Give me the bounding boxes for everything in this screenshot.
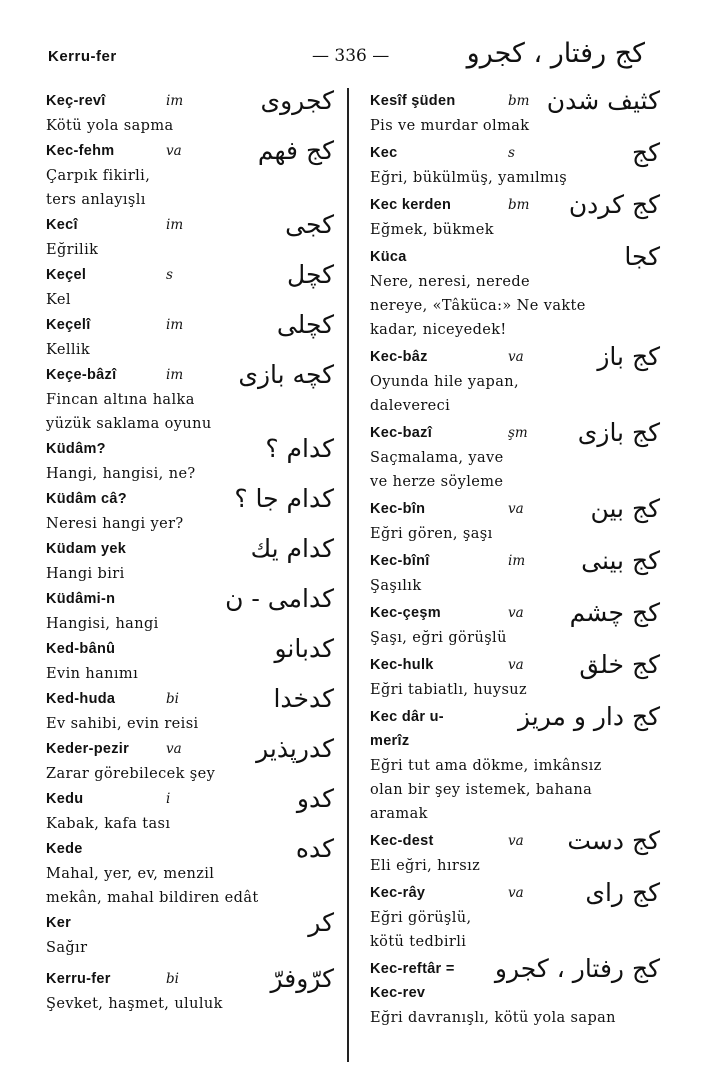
arabic-script: كثيف شدن	[546, 86, 660, 115]
definition-line: Evin hanımı	[46, 666, 139, 682]
part-of-speech: va	[508, 349, 524, 365]
dictionary-entry	[46, 964, 334, 1016]
arabic-script: كدخدا	[273, 684, 334, 713]
definition-line: Kabak, kafa tası	[46, 816, 171, 832]
dictionary-entry	[46, 86, 334, 138]
dictionary-entry	[370, 598, 660, 650]
headword: Kede	[46, 841, 83, 857]
headword: Kec-hulk	[370, 657, 434, 673]
definition-line: Oyunda hile yapan,	[370, 374, 520, 390]
part-of-speech: bm	[508, 197, 530, 213]
arabic-script: كج دار و مريز	[517, 702, 660, 731]
dictionary-entry	[46, 684, 334, 736]
entry-head	[46, 734, 334, 763]
definition-line: Eli eğri, hırsız	[370, 858, 481, 874]
part-of-speech: va	[508, 657, 524, 673]
definition-line: Pis ve murdar olmak	[370, 118, 530, 134]
definition-line: Hangisi, hangi	[46, 616, 159, 632]
headword: Kec-bâz	[370, 349, 428, 365]
entry-head	[46, 534, 334, 563]
entry-head	[46, 360, 334, 389]
arabic-script: كجا	[624, 242, 660, 271]
definition-line: Eğrilik	[46, 242, 99, 258]
dictionary-entry	[370, 954, 660, 1030]
entry-head	[46, 584, 334, 613]
right-column	[370, 86, 660, 1030]
entry-head	[370, 418, 660, 447]
headword: Kec kerden	[370, 197, 452, 213]
dictionary-entry	[370, 418, 660, 494]
headword: Keçel	[46, 267, 87, 283]
headword: Kec-bîn	[370, 501, 426, 517]
definition-line: Eğri görüşlü,	[370, 910, 472, 926]
entry-head	[46, 908, 334, 937]
entry-head	[370, 342, 660, 371]
definition-line: Kötü yola sapma	[46, 118, 174, 134]
definition-line: Fincan altına halka	[46, 392, 195, 408]
entry-head	[46, 634, 334, 663]
definition-line: Neresi hangi yer?	[46, 516, 184, 532]
arabic-script: كج بازى	[577, 418, 660, 447]
definition-line: yüzük saklama oyunu	[46, 416, 212, 432]
page-header	[0, 0, 727, 80]
headword: Keç-revî	[46, 93, 106, 109]
dictionary-entry	[46, 734, 334, 786]
definition-line: Nere, neresi, nerede	[370, 274, 531, 290]
definition-line: Hangi biri	[46, 566, 125, 582]
dictionary-entry	[46, 260, 334, 312]
headword: Kec-çeşm	[370, 605, 441, 621]
headword: Kec-bînî	[370, 553, 430, 569]
headword: Kec	[370, 145, 398, 161]
headword: Ked-bânû	[46, 641, 116, 657]
part-of-speech: va	[508, 833, 524, 849]
entry-head	[46, 136, 334, 165]
dictionary-entry	[46, 484, 334, 536]
left-column	[46, 86, 334, 1016]
dictionary-entry	[46, 634, 334, 686]
definition-line: Zarar görebilecek şey	[46, 766, 216, 782]
definition-line: Şevket, haşmet, ululuk	[46, 996, 223, 1012]
definition-line: ters anlayışlı	[46, 192, 146, 208]
headword: Küdâm?	[46, 441, 106, 457]
entry-head	[370, 598, 660, 627]
headword: Kec-dest	[370, 833, 434, 849]
arabic-script: كدبانو	[274, 634, 334, 663]
part-of-speech: i	[166, 791, 171, 807]
part-of-speech: şm	[508, 425, 528, 441]
entry-head-continued	[370, 730, 660, 754]
part-of-speech: va	[508, 885, 524, 901]
arabic-script: كج دست	[567, 826, 660, 855]
entry-head	[46, 684, 334, 713]
definition-line: Kellik	[46, 342, 91, 358]
arabic-script: كج بينى	[581, 546, 660, 575]
headword: Keçelî	[46, 317, 91, 333]
dictionary-entry	[46, 784, 334, 836]
definition-line: Saçmalama, yave	[370, 450, 504, 466]
part-of-speech: s	[166, 267, 173, 283]
arabic-script: كدام جا ؟	[234, 484, 334, 513]
definition-line: Eğri tut ama dökme, imkânsız	[370, 758, 602, 774]
entry-head	[46, 484, 334, 513]
entry-head	[370, 546, 660, 575]
definition-line: Sağır	[46, 940, 88, 956]
headword: Kecî	[46, 217, 78, 233]
dictionary-entry	[370, 826, 660, 878]
headword: Küca	[370, 249, 407, 265]
entry-head	[370, 650, 660, 679]
entry-head	[370, 826, 660, 855]
definition-line: Kel	[46, 292, 71, 308]
arabic-script: كده	[295, 834, 334, 863]
headword: Kec-rây	[370, 885, 426, 901]
dictionary-entry	[370, 242, 660, 342]
part-of-speech: va	[508, 605, 524, 621]
definition-line: aramak	[370, 806, 428, 822]
arabic-script: كج خلق	[579, 650, 660, 679]
dictionary-entry	[370, 546, 660, 598]
part-of-speech: va	[508, 501, 524, 517]
entry-head	[370, 190, 660, 219]
entry-head	[46, 434, 334, 463]
arabic-script: كجروى	[260, 86, 334, 115]
entry-head	[370, 954, 660, 983]
dictionary-entry	[370, 878, 660, 954]
definition-line: mekân, mahal bildiren edât	[46, 890, 259, 906]
definition-line: kadar, niceyedek!	[370, 322, 507, 338]
part-of-speech: im	[166, 217, 184, 233]
headword: Keçe-bâzî	[46, 367, 117, 383]
dictionary-entry	[370, 138, 660, 190]
definition-line: Şaşılık	[370, 578, 422, 594]
entry-head	[370, 242, 660, 271]
dictionary-entry	[370, 342, 660, 418]
arabic-script: كج چشم	[569, 598, 660, 627]
part-of-speech: im	[166, 317, 184, 333]
definition-line: dalevereci	[370, 398, 451, 414]
definition-line: Eğmek, bükmek	[370, 222, 494, 238]
dictionary-entry	[370, 190, 660, 242]
dictionary-entry	[370, 650, 660, 702]
definition-line: kötü tedbirli	[370, 934, 467, 950]
dictionary-entry	[46, 584, 334, 636]
definition-line: Eğri gören, şaşı	[370, 526, 493, 542]
part-of-speech: im	[508, 553, 526, 569]
arabic-script: كچل	[287, 260, 334, 289]
headword: Küdam yek	[46, 541, 127, 557]
part-of-speech: im	[166, 367, 184, 383]
arabic-script: كچه بازى	[238, 360, 334, 389]
definition-line: Eğri davranışlı, kötü yola sapan	[370, 1010, 616, 1026]
definition-line: Mahal, yer, ev, menzil	[46, 866, 215, 882]
arabic-script: كج باز	[597, 342, 660, 371]
definition-line: Şaşı, eğri görüşlü	[370, 630, 507, 646]
arabic-script: كج	[631, 138, 660, 167]
entry-head	[370, 86, 660, 115]
entry-head	[46, 964, 334, 993]
arabic-script: كج راى	[585, 878, 660, 907]
arabic-script: كجى	[285, 210, 334, 239]
definition-line: Eğri tabiatlı, huysuz	[370, 682, 528, 698]
entry-head	[370, 138, 660, 167]
arabic-script: كچلى	[276, 310, 334, 339]
dictionary-entry	[46, 834, 334, 910]
entry-head	[46, 784, 334, 813]
dictionary-entry	[46, 434, 334, 486]
headword: Kesîf şüden	[370, 93, 456, 109]
part-of-speech: va	[166, 741, 182, 757]
definition-line: ve herze söyleme	[370, 474, 504, 490]
dictionary-entry	[46, 210, 334, 262]
headword: Kerru-fer	[46, 971, 111, 987]
headword: Küdâm câ?	[46, 491, 127, 507]
headword: Keder-pezir	[46, 741, 130, 757]
dictionary-entry	[46, 136, 334, 212]
entry-head	[46, 310, 334, 339]
dictionary-entry	[46, 534, 334, 586]
part-of-speech: va	[166, 143, 182, 159]
arabic-script: كر	[308, 908, 334, 937]
entry-head	[46, 86, 334, 115]
dictionary-entry	[370, 86, 660, 138]
definition-line: Çarpık fikirli,	[46, 168, 151, 184]
arabic-script: كج بين	[590, 494, 660, 523]
entry-head	[46, 834, 334, 863]
dictionary-entry	[370, 494, 660, 546]
entry-head	[370, 878, 660, 907]
headword: merîz	[370, 733, 410, 749]
page-number: — 336 —	[312, 46, 390, 66]
entry-head	[370, 702, 660, 731]
dictionary-entry	[46, 310, 334, 362]
definition-line: Ev sahibi, evin reisi	[46, 716, 199, 732]
arabic-script: كدامى - ن	[225, 584, 334, 613]
part-of-speech: bi	[166, 971, 179, 987]
entry-head-continued	[370, 982, 660, 1006]
headword: Kec-fehm	[46, 143, 115, 159]
arabic-script: كدرپذير	[256, 734, 334, 763]
entry-head	[46, 260, 334, 289]
entry-head	[370, 494, 660, 523]
definition-line: Hangi, hangisi, ne?	[46, 466, 196, 482]
running-head: Kerru-fer	[48, 48, 117, 65]
headword: Küdâmi-n	[46, 591, 116, 607]
definition-line: Eğri, bükülmüş, yamılmış	[370, 170, 568, 186]
headword: Kec dâr u-	[370, 709, 444, 725]
headword: Kec-bazî	[370, 425, 433, 441]
dictionary-entry	[370, 702, 660, 826]
part-of-speech: im	[166, 93, 184, 109]
headword: Kec-rev	[370, 985, 426, 1001]
part-of-speech: s	[508, 145, 515, 161]
arabic-script: كدام يك	[250, 534, 334, 563]
arabic-script: كرّوفرّ	[270, 964, 334, 993]
arabic-script: كدو	[296, 784, 334, 813]
part-of-speech: bi	[166, 691, 179, 707]
dictionary-entry	[46, 908, 334, 960]
headword: Ked-huda	[46, 691, 116, 707]
definition-line: olan bir şey istemek, bahana	[370, 782, 593, 798]
arabic-script: كج كردن	[568, 190, 660, 219]
entry-head	[46, 210, 334, 239]
headword: Ker	[46, 915, 72, 931]
headword: Kec-reftâr =	[370, 961, 455, 977]
arabic-script: كج فهم	[257, 136, 334, 165]
definition-line: nereye, «Tâküca:» Ne vakte	[370, 298, 586, 314]
running-head-arabic: كج رفتار ، كجرو	[466, 38, 645, 69]
arabic-script: كدام ؟	[265, 434, 334, 463]
dictionary-entry	[46, 360, 334, 436]
headword: Kedu	[46, 791, 84, 807]
part-of-speech: bm	[508, 93, 530, 109]
column-divider	[347, 88, 349, 1062]
arabic-script: كج رفتار ، كجرو	[494, 954, 660, 983]
